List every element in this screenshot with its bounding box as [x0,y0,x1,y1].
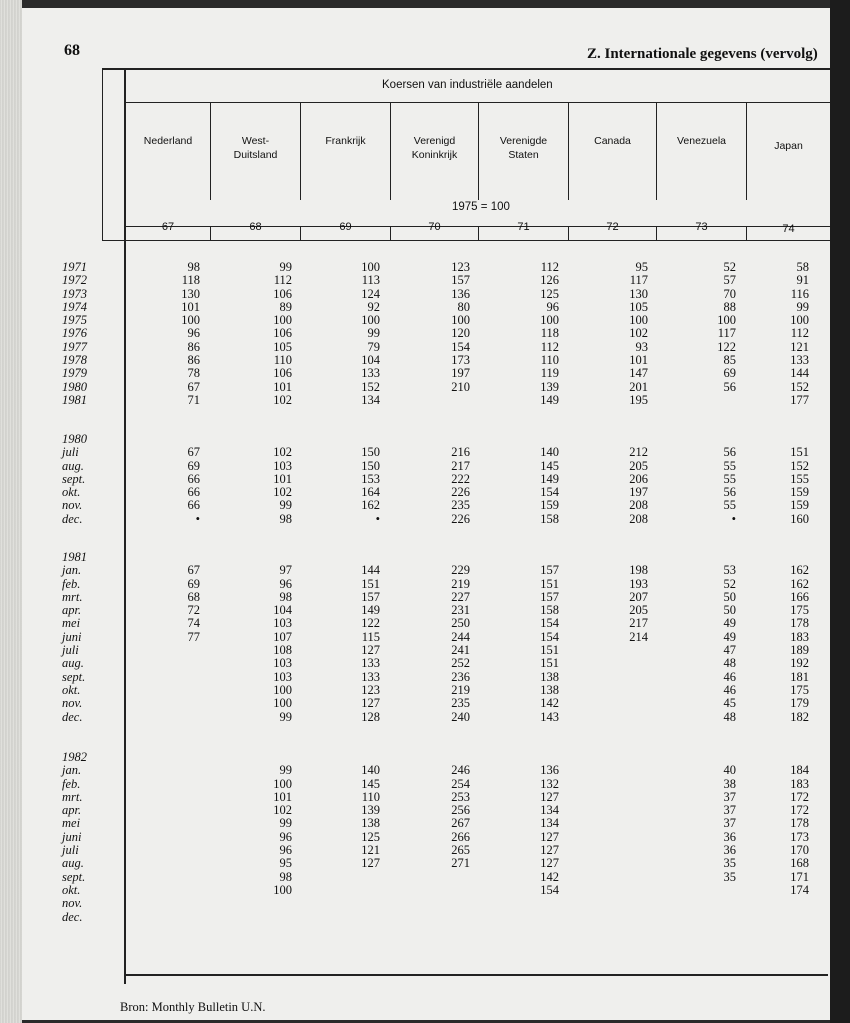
running-title: Z. Internationale gegevens (vervolg) [587,46,818,62]
values-venezuela: 56 55 55 56 55 • [723,445,736,526]
table-top-rule [102,68,830,70]
values-verenigd-koninkrijk: 123 157 136 80 100 120 154 173 197 210 [451,260,470,394]
stub-rule-main [124,68,126,984]
values-japan: 162 162 166 175 178 183 189 192 181 175 179 182 [790,563,809,724]
col-sep [568,102,569,200]
base-label: 1975 = 100 [452,201,510,213]
group-rule [124,102,830,103]
values-venezuela: 52 57 70 88 100 117 122 85 69 56 [717,260,736,394]
col-header-verenigd-koninkrijk: Verenigd Koninkrijk [411,135,458,161]
values-nederland: 67 69 68 72 74 77 [187,563,200,644]
document-page [22,8,830,1020]
values-venezuela: 40 38 37 37 37 36 36 35 35 [723,763,736,884]
values-canada: 212 205 206 197 208 208 [629,445,648,526]
values-frankrijk: 100 113 124 92 100 99 79 104 133 152 134 [361,260,380,407]
col-header-frankrijk: Frankrijk [325,135,366,147]
page-number: 68 [64,42,80,59]
col-header-venezuela: Venezuela [676,135,727,147]
values-japan: 58 91 116 99 100 112 121 133 144 152 177 [790,260,809,407]
col-code: 73 [695,221,708,233]
group-header: Koersen van industriële aandelen [382,79,553,91]
col-code: 72 [606,221,619,233]
col-sep [300,102,301,200]
values-japan: 184 183 172 172 178 173 170 168 171 174 [790,763,809,897]
values-verenigde-staten: 136 132 127 134 134 127 127 127 142 154 [540,763,559,897]
col-header-nederland: Nederland [143,135,193,147]
col-code: 70 [428,221,441,233]
values-frankrijk: 150 150 153 164 162 • [361,445,380,526]
values-verenigd-koninkrijk: 229 219 227 231 250 244 241 252 236 219 235 240 [451,563,470,724]
values-canada: 95 117 130 105 100 102 93 101 147 201 195 [629,260,648,407]
values-canada: 198 193 207 205 217 214 [629,563,648,644]
col-sep [656,102,657,200]
col-header-verenigde-staten: Verenigde Staten [499,135,548,161]
page-edge [0,0,22,1023]
values-frankrijk: 140 145 110 139 138 125 121 127 [361,763,380,871]
values-west-duitsland: 97 96 98 104 103 107 108 103 103 100 100 99 [273,563,292,724]
values-verenigde-staten: 140 145 149 154 159 158 [540,445,559,526]
stub-rule [102,68,103,240]
col-code: 67 [161,221,175,233]
values-frankrijk: 144 151 157 149 122 115 127 133 133 123 127 128 [361,563,380,724]
values-west-duitsland: 99 100 101 102 99 96 96 95 98 100 [273,763,292,897]
values-verenigde-staten: 112 126 125 96 100 118 112 110 119 139 149 [540,260,559,407]
values-verenigde-staten: 157 151 157 158 154 154 151 151 138 138 142 143 [540,563,559,724]
row-labels-years: 1971 1972 1973 1974 1975 1976 1977 1978 1979 1980 1981 [62,260,87,407]
values-west-duitsland: 102 103 101 102 99 98 [273,445,292,526]
background-shadow [830,0,850,1023]
values-venezuela: 53 52 50 50 49 49 47 48 46 46 45 48 [723,563,736,724]
col-code: 74 [782,223,795,235]
values-nederland: 67 69 66 66 66 • [187,445,200,526]
row-labels-1981: 1981 jan. feb. mrt. apr. mei juni juli aug. sept. okt. nov. dec. [62,550,87,724]
table-bottom-rule [124,974,828,976]
values-verenigd-koninkrijk: 216 217 222 226 235 226 [451,445,470,526]
col-header-japan: Japan [774,140,803,152]
row-labels-1982: 1982 jan. feb. mrt. apr. mei juni juli aug. sept. okt. nov. dec. [62,750,87,924]
col-header-west-duitsland: West- Duitsland [233,135,278,161]
col-code: 68 [249,221,262,233]
values-verenigd-koninkrijk: 246 254 253 256 267 266 265 271 [451,763,470,871]
values-japan: 151 152 155 159 159 160 [790,445,809,526]
header-bottom-rule [102,240,830,241]
values-nederland: 98 118 130 101 100 96 86 86 78 67 71 [181,260,200,407]
source-note: Bron: Monthly Bulletin U.N. [120,1000,266,1014]
col-code: 69 [339,221,352,233]
values-west-duitsland: 99 112 106 89 100 106 105 110 106 101 102 [273,260,292,407]
col-header-canada: Canada [594,135,631,147]
col-code: 71 [517,221,530,233]
row-labels-1980: 1980 juli aug. sept. okt. nov. dec. [62,432,87,526]
